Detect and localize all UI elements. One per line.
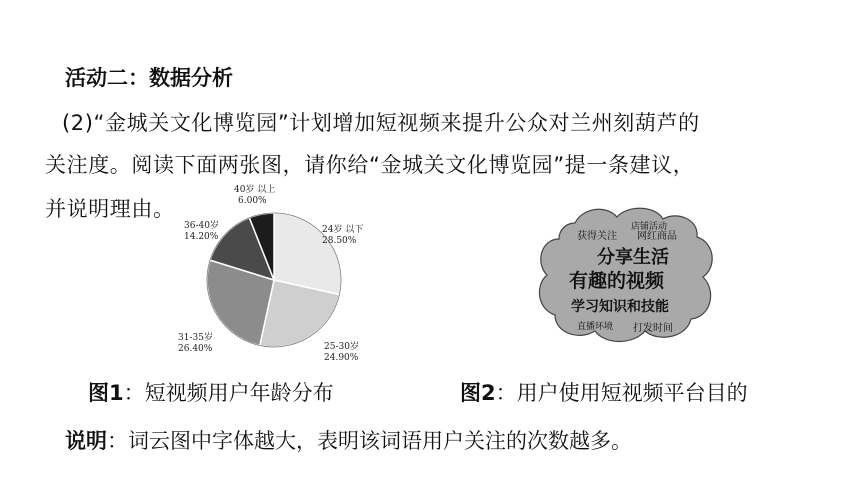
pie-label-36-40-name: 36-40岁 xyxy=(184,221,219,231)
pie-label-36-40-value: 14.20% xyxy=(184,232,219,242)
figure2-label: 图2 xyxy=(460,381,496,405)
pie-label-over40-value: 6.00% xyxy=(238,196,267,206)
question-line-3: 并说明理由。 xyxy=(45,197,175,221)
figure1-caption-text: ：短视频用户年龄分布 xyxy=(123,381,334,405)
age-distribution-pie-chart xyxy=(170,180,400,360)
figure1-label: 图1 xyxy=(88,381,124,405)
pie-label-under24-name: 24岁 以下 xyxy=(322,225,364,235)
word-share-life: 分享生活 xyxy=(597,247,669,268)
figure1-caption xyxy=(88,377,334,407)
figure2-caption-text: ：用户使用短视频平台目的 xyxy=(495,381,748,405)
pie-label-31-35-value: 26.40% xyxy=(178,344,213,354)
pie-label-25-30-value: 24.90% xyxy=(324,353,359,360)
explanation-note xyxy=(65,425,632,455)
word-learn-skills: 学习知识和技能 xyxy=(571,299,669,315)
pie-label-over40-name: 40岁 以上 xyxy=(234,185,276,195)
word-interesting-videos: 有趣的视频 xyxy=(569,270,665,292)
word-pass-time: 打发时间 xyxy=(633,323,673,334)
note-label: 说明 xyxy=(65,429,107,453)
word-hot-products: 网红商品 xyxy=(637,231,677,242)
section-heading: 活动二：数据分析 xyxy=(65,66,233,90)
usage-purpose-word-cloud xyxy=(535,205,715,345)
figure2-caption xyxy=(460,377,748,407)
pie-label-25-30-name: 25-30岁 xyxy=(324,342,359,352)
pie-label-31-35-name: 31-35岁 xyxy=(178,333,213,343)
word-get-attention: 获得关注 xyxy=(577,231,617,242)
question-line-2: 关注度。阅读下面两张图，请你给“金城关文化博览园”提一条建议， xyxy=(45,153,695,177)
question-line-1: (2)“金城关文化博览园”计划增加短视频来提升公众对兰州刻葫芦的 xyxy=(62,111,700,135)
word-store-activity: 店铺活动 xyxy=(631,222,668,232)
note-text: ：词云图中字体越大，表明该词语用户关注的次数越多。 xyxy=(107,429,632,453)
word-live-environment: 直播环境 xyxy=(577,322,614,332)
pie-label-under24-value: 28.50% xyxy=(322,236,357,246)
